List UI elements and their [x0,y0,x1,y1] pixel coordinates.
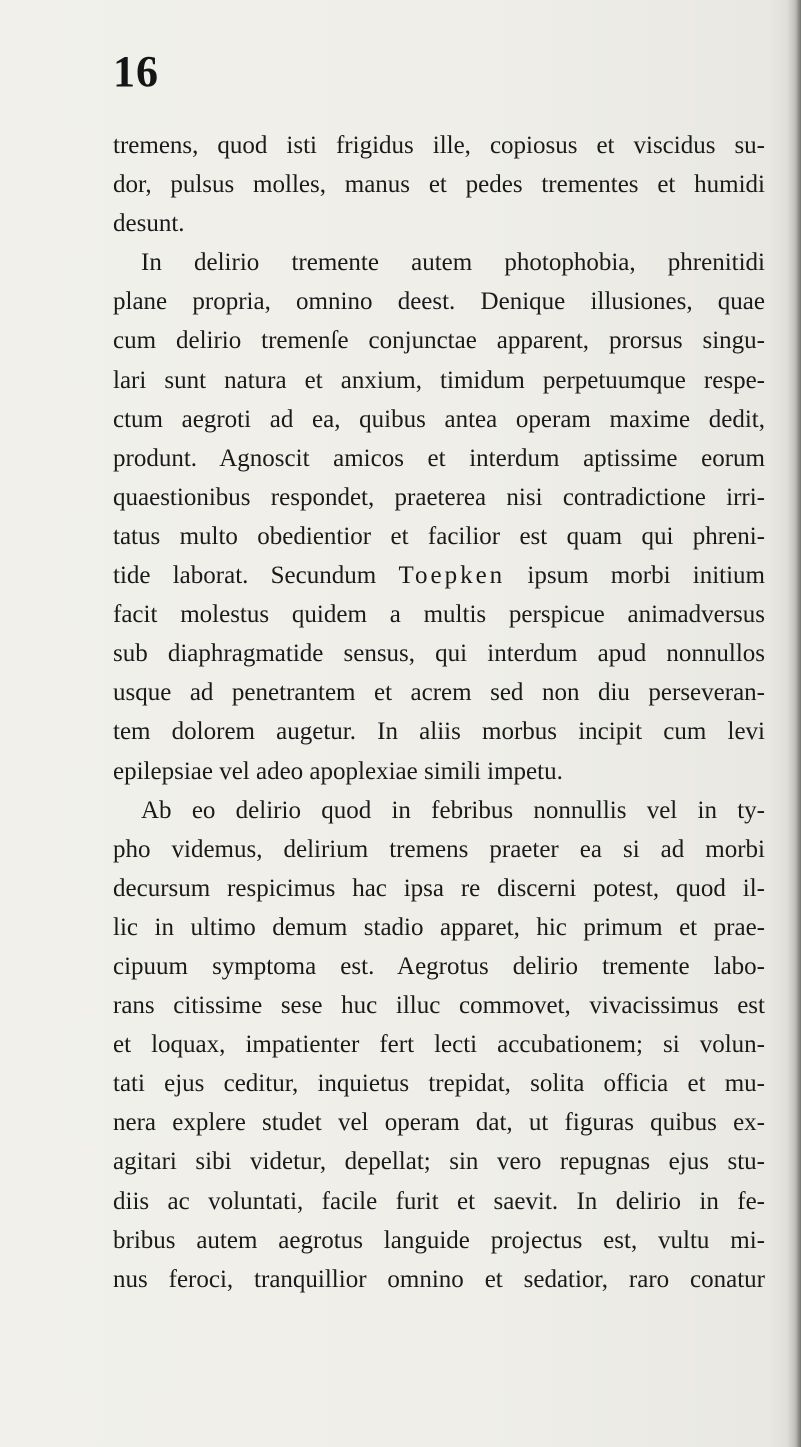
text-line: tatus multo obedientior et facilior est quam qui phreni- [113,522,765,550]
text-line: cum delirio tremenſe conjunctae apparent, prorsus singu- [113,327,765,355]
text-line: bribus autem aegrotus languide projectus est, vultu mi- [113,1226,765,1254]
text-line: lic in ultimo demum stadio apparet, hic primum et prae- [113,913,765,941]
text-line: et loquax, impatienter fert lecti accubationem; si volun- [113,1031,765,1059]
text-line: agitari sibi videtur, depellat; sin vero repugnas ejus stu- [113,1148,765,1176]
text-line: plane propria, omnino deest. Denique illusiones, quae [113,288,765,316]
text-line: facit molestus quidem a multis perspicue animadversus [113,601,765,629]
text-line: desunt. [113,210,185,238]
text-line: produnt. Agnoscit amicos et interdum aptissime eorum [113,444,765,472]
text-line: dor, pulsus molles, manus et pedes trementes et humidi [113,171,765,199]
text-fragment: tide laborat. Secundum [113,562,399,590]
text-line: lari sunt natura et anxium, timidum perpetuumque respe- [113,366,765,394]
text-line: cipuum symptoma est. Aegrotus delirio tremente labo- [113,952,765,980]
text-line: usque ad penetrantem et acrem sed non diu perseveran- [113,679,765,707]
text-line: quaestionibus respondet, praeterea nisi contradictione irri- [113,483,765,511]
text-line: diis ac voluntati, facile furit et saevit. In delirio in fe- [113,1187,765,1215]
text-line: ctum aegroti ad ea, quibus antea operam maxime dedit, [113,405,765,433]
text-line: sub diaphragmatide sensus, qui interdum apud nonnullos [113,640,765,668]
text-line: decursum respicimus hac ipsa re discerni potest, quod il- [113,874,765,902]
text-line [113,556,765,595]
text-line: nus feroci, tranquillior omnino et sedatior, raro conatur [113,1265,765,1293]
page-number: 16 [113,47,159,96]
text-fragment: ipsum morbi initium [505,562,765,590]
page-edge-shadow [787,0,801,1447]
text-line: nera explere studet vel operam dat, ut figuras quibus ex- [113,1109,765,1137]
text-line: tremens, quod isti frigidus ille, copiosus et viscidus su- [113,132,765,159]
text-line: tati ejus ceditur, inquietus trepidat, solita officia et mu- [113,1070,765,1098]
text-line: Ab eo delirio quod in febribus nonnullis vel in ty- [141,796,765,824]
text-line: tem dolorem augetur. In aliis morbus incipit cum levi [113,718,765,746]
text-line: pho videmus, delirium tremens praeter ea si ad morbi [113,835,765,863]
text-line: epilepsiae vel adeo apoplexiae simili impetu. [113,757,563,785]
text-line: In delirio tremente autem photophobia, phrenitidi [141,249,765,277]
body-text [113,126,765,1299]
author-name: Toepken [398,562,506,590]
text-line: rans citissime sese huc illuc commovet, vivacissimus est [113,992,765,1020]
